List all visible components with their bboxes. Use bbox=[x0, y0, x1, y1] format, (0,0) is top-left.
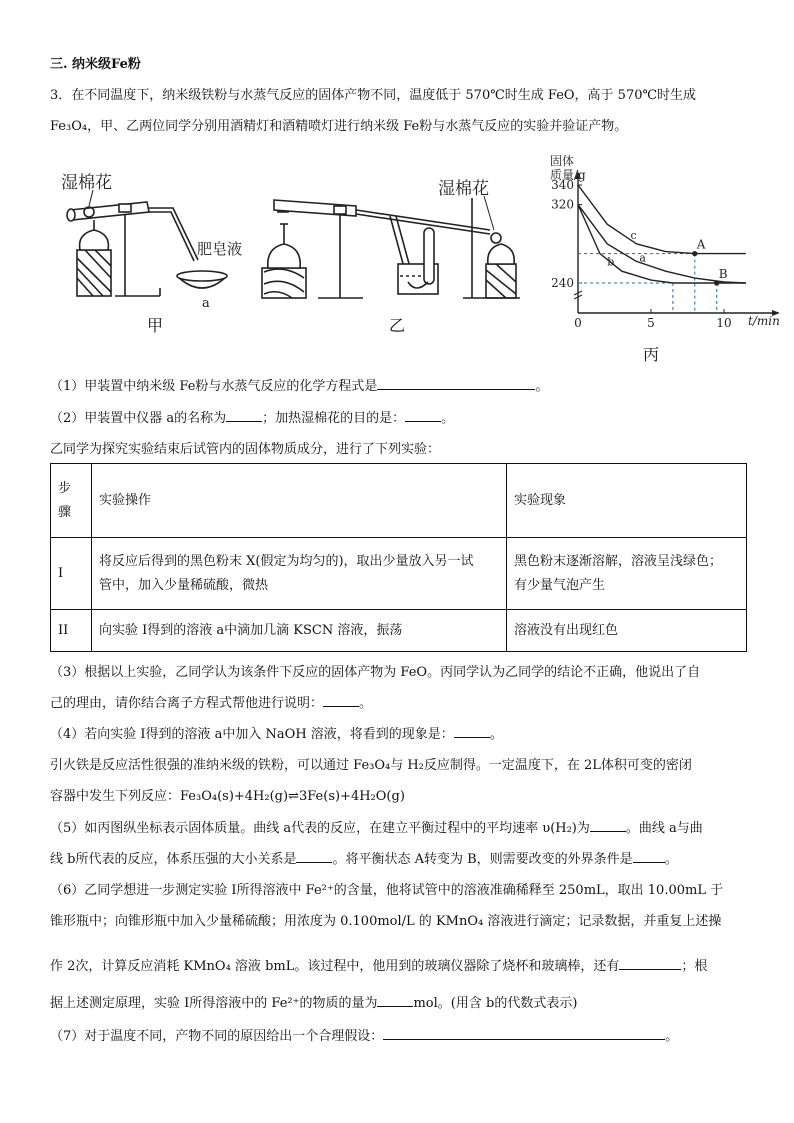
question-7: （7）对于温度不同，产物不同的原因给出一个合理假设： 。 bbox=[50, 1029, 679, 1044]
row2-operation: 向实验 I得到的溶液 a中滴加几滴 KSCN 溶液，振荡 bbox=[92, 610, 507, 652]
table-row bbox=[51, 610, 747, 652]
experiment-table bbox=[50, 463, 747, 652]
question-6-line-1: （6）乙同学想进一步测定实验 I所得溶液中 Fe²⁺的含量，他将试管中的溶液准确稀释至 250mL，取出 10.00mL 于 bbox=[50, 883, 724, 898]
series-label-a: a bbox=[639, 251, 646, 265]
x-tick-label: 0 bbox=[574, 316, 582, 330]
caption-jia: 甲 bbox=[147, 316, 164, 335]
x-axis-label: t/min bbox=[748, 314, 780, 328]
row1-operation: 将反应后得到的黑色粉末 X(假定为均匀的)，取出少量放入另一试 管中，加入少量稀硫酸，微热 bbox=[92, 538, 507, 610]
caption-bing: 丙 bbox=[643, 345, 660, 364]
question-6-line-3: 作 2次，计算反应消耗 KMnO₄ 溶液 bmL。该过程中，他用到的玻璃仪器除了烧杯和玻璃棒，还有 ；根 bbox=[50, 959, 708, 974]
x-tick-label: 5 bbox=[647, 316, 655, 330]
series-label-b: b bbox=[607, 255, 615, 269]
row1-observation: 黑色粉末逐渐溶解，溶液呈浅绿色； 有少量气泡产生 bbox=[507, 538, 747, 610]
point-A bbox=[692, 251, 697, 256]
paragraph-intro-line-2: 容器中发生下列反应：Fe₃O₄(s)+4H₂(g)⇌3Fe(s)+4H₂O(g) bbox=[50, 789, 405, 804]
question-intro-line-2: Fe₃O₄，甲、乙两位同学分别用酒精灯和酒精喷灯进行纳米级 Fe粉与水蒸气反应的实验并验证产物。 bbox=[50, 119, 628, 134]
answer-blank-7[interactable] bbox=[383, 1027, 665, 1040]
point-B bbox=[714, 280, 719, 285]
answer-blank-3[interactable] bbox=[323, 694, 359, 707]
question-2: （2）甲装置中仪器 a的名称为 ；加热湿棉花的目的是： 。 bbox=[50, 411, 455, 426]
answer-blank-1[interactable] bbox=[377, 377, 535, 390]
y-tick-label: 320 bbox=[551, 197, 574, 212]
header-operation: 实验操作 bbox=[92, 464, 507, 538]
y-tick-label: 340 bbox=[551, 178, 574, 192]
y-tick-label: 240 bbox=[551, 276, 574, 290]
table-intro: 乙同学为探究实验结束后试管内的固体物质成分，进行了下列实验： bbox=[50, 442, 441, 457]
row2-step: II bbox=[51, 610, 92, 652]
question-1: （1）甲装置中纳米级 Fe粉与水蒸气反应的化学方程式是 。 bbox=[50, 379, 549, 394]
question-4: （4）若向实验 I得到的溶液 a中加入 NaOH 溶液，将看到的现象是： 。 bbox=[50, 727, 503, 742]
apparatus-yi-figure bbox=[258, 168, 528, 318]
section-title: 三. 纳米级Fe粉 bbox=[50, 57, 141, 72]
label-wet-cotton-jia: 湿棉花 bbox=[61, 173, 112, 193]
question-3-line-2: 己的理由，请你结合离子方程式帮他进行说明： 。 bbox=[50, 696, 373, 711]
answer-blank-6b[interactable] bbox=[377, 994, 413, 1007]
answer-blank-4[interactable] bbox=[454, 725, 490, 738]
table-header-row bbox=[51, 464, 747, 538]
row1-step: I bbox=[51, 538, 92, 610]
question-6-line-4: 据上述测定原理，实验 I所得溶液中的 Fe²⁺的物质的量为 mol。(用含 b的代数式表示) bbox=[50, 996, 578, 1011]
x-tick-label: 10 bbox=[716, 316, 732, 330]
header-observation: 实验现象 bbox=[507, 464, 747, 538]
question-intro-line-1: 3．在不同温度下，纳米级铁粉与水蒸气反应的固体产物不同，温度低于 570℃时生成 FeO，高于 570℃时生成 bbox=[50, 88, 697, 103]
label-wet-cotton-yi: 湿棉花 bbox=[438, 179, 489, 199]
annotation-B: B bbox=[718, 267, 728, 281]
question-6-line-2: 锥形瓶中；向锥形瓶中加入少量稀硫酸；用浓度为 0.100mol/L 的 KMnO₄ 溶液进行滴定；记录数据，并重复上述操 bbox=[50, 914, 722, 929]
table-row bbox=[51, 538, 747, 610]
series-line-c bbox=[578, 185, 746, 254]
row2-observation: 溶液没有出现红色 bbox=[507, 610, 747, 652]
answer-blank-5b[interactable] bbox=[296, 850, 332, 863]
question-5-line-1: （5）如丙图纵坐标表示固体质量。曲线 a代表的反应，在建立平衡过程中的平均速率 υ(H₂)为 。曲线 a与曲 bbox=[50, 821, 703, 836]
answer-blank-5a[interactable] bbox=[590, 819, 626, 832]
series-label-c: c bbox=[630, 228, 637, 242]
question-3-line-1: （3）根据以上实验，乙同学认为该条件下反应的固体产物为 FeO。丙同学认为乙同学的结论不正确，他说出了自 bbox=[50, 665, 701, 680]
paragraph-intro-line-1: 引火铁是反应活性很强的准纳米级的铁粉，可以通过 Fe₃O₄与 H₂反应制得。一定温度下，在 2L体积可变的密闭 bbox=[50, 758, 692, 773]
header-step: 步 骤 bbox=[51, 464, 92, 538]
answer-blank-2b[interactable] bbox=[405, 409, 441, 422]
answer-blank-6a[interactable] bbox=[619, 957, 681, 970]
question-5-line-2: 线 b所代表的反应，体系压强的大小关系是 。将平衡状态 A转变为 B，则需要改变的外界条件是 。 bbox=[50, 852, 678, 867]
caption-yi: 乙 bbox=[389, 316, 406, 335]
label-a: a bbox=[202, 296, 210, 311]
annotation-A: A bbox=[696, 237, 706, 252]
label-soap-liquid: 肥皂液 bbox=[197, 240, 243, 258]
answer-blank-2a[interactable] bbox=[226, 409, 262, 422]
answer-blank-5c[interactable] bbox=[633, 850, 665, 863]
y-axis-label: 固体 bbox=[550, 155, 575, 168]
y-axis-label: 质量/g bbox=[550, 168, 586, 182]
chart-bing bbox=[540, 155, 790, 335]
